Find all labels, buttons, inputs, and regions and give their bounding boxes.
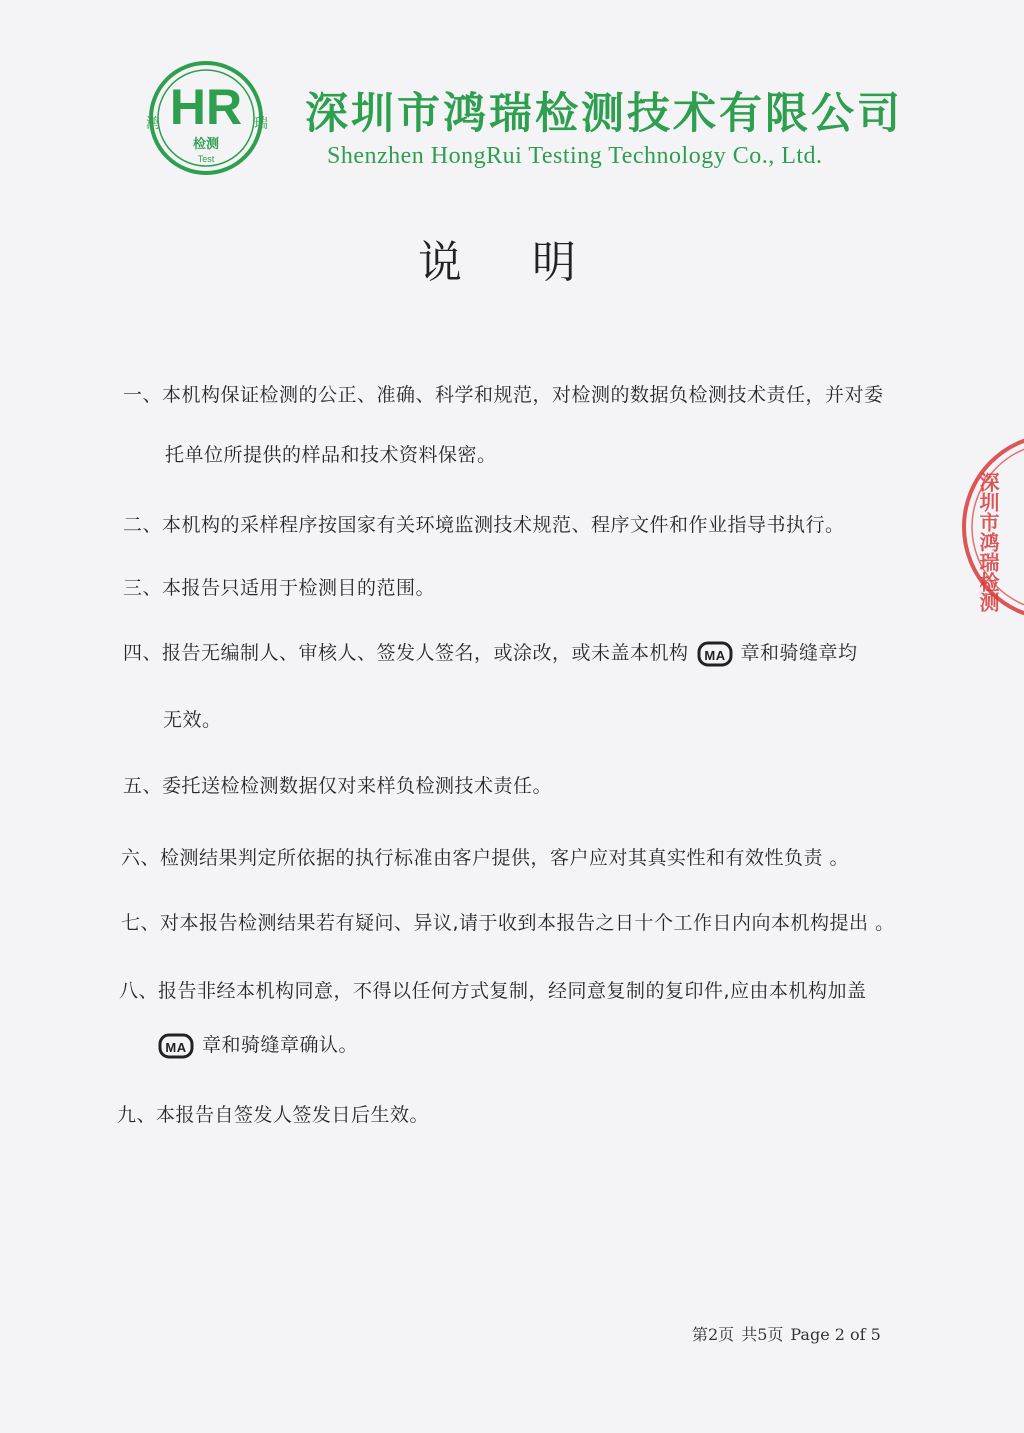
logo-left-char: 鸿 [146,116,160,132]
clause-number: 七、 [121,912,161,934]
clause-text: 本机构的采样程序按国家有关环境监测技术规范、程序文件和作业指导书执行。 [162,514,845,536]
clause-number: 八、 [119,980,159,1002]
company-seal-icon [958,432,1024,622]
clause-6 [121,843,849,870]
clause-text: 报告非经本机构同意，不得以任何方式复制，经同意复制的复印件,应由本机构加盖 [158,980,867,1002]
cma-mark-icon [158,1033,194,1059]
clause-8 [119,976,867,1003]
clause-number: 五、 [123,775,163,797]
clause-4 [123,638,858,667]
page-title: 说明 [418,237,646,288]
clause-text: 对本报告检测结果若有疑问、异议,请于收到本报告之日十个工作日内向本机构提出 。 [160,912,895,934]
page-number-en: Page 2 of 5 [790,1325,881,1344]
page-footer [692,1322,888,1345]
logo-right-char: 瑞 [254,116,268,132]
page-total-cn: 共5页 [741,1325,784,1344]
clause-5 [123,771,552,798]
logo-letters: HR [169,79,243,135]
clause-text: 章和骑缝章确认。 [202,1034,359,1056]
clause-3 [123,573,435,600]
hr-logo-icon [138,58,274,178]
seal-text: 深圳市鸿瑞检测 [976,472,1000,612]
clause-text: 本报告自签发人签发日后生效。 [156,1104,430,1126]
clause-number: 二、 [123,514,163,536]
svg-text:MA: MA [703,647,726,663]
clause-text: 章和骑缝章均 [740,642,858,664]
clause-text: 本报告只适用于检测目的范围。 [162,577,436,599]
clause-number: 一、 [123,384,163,406]
clause-2 [123,510,845,537]
clause-number: 六、 [121,847,161,869]
clause-text: 报告无编制人、审核人、签发人签名，或涂改，或未盖本机构 [162,642,689,664]
company-name-cn: 深圳市鸿瑞检测技术有限公司 [305,89,903,139]
cma-mark-icon [697,641,733,667]
clause-number: 九、 [117,1104,157,1126]
clause-1-continued [165,440,497,467]
clause-8-continued [150,1030,358,1059]
clause-text: 无效。 [163,709,222,731]
clause-text: 检测结果判定所依据的执行标准由客户提供，客户应对其真实性和有效性负责 。 [160,847,850,869]
clause-4-continued [163,705,222,732]
clause-number: 四、 [123,642,163,664]
logo-bottom-cn: 检测 [192,137,220,152]
clause-number: 三、 [123,577,163,599]
clause-text: 托单位所提供的样品和技术资料保密。 [165,444,497,466]
clause-7 [121,908,895,935]
company-name-en: Shenzhen HongRui Testing Technology Co., Ltd. [327,143,823,169]
clause-text: 本机构保证检测的公正、准确、科学和规范，对检测的数据负检测技术责任，并对委 [162,384,884,406]
clause-9 [117,1100,429,1127]
clause-1 [123,380,884,407]
page-number-cn: 第2页 [692,1325,735,1344]
svg-text:MA: MA [165,1039,187,1055]
logo-bottom-en: Test [197,154,215,164]
clause-text: 委托送检检测数据仅对来样负检测技术责任。 [162,775,553,797]
